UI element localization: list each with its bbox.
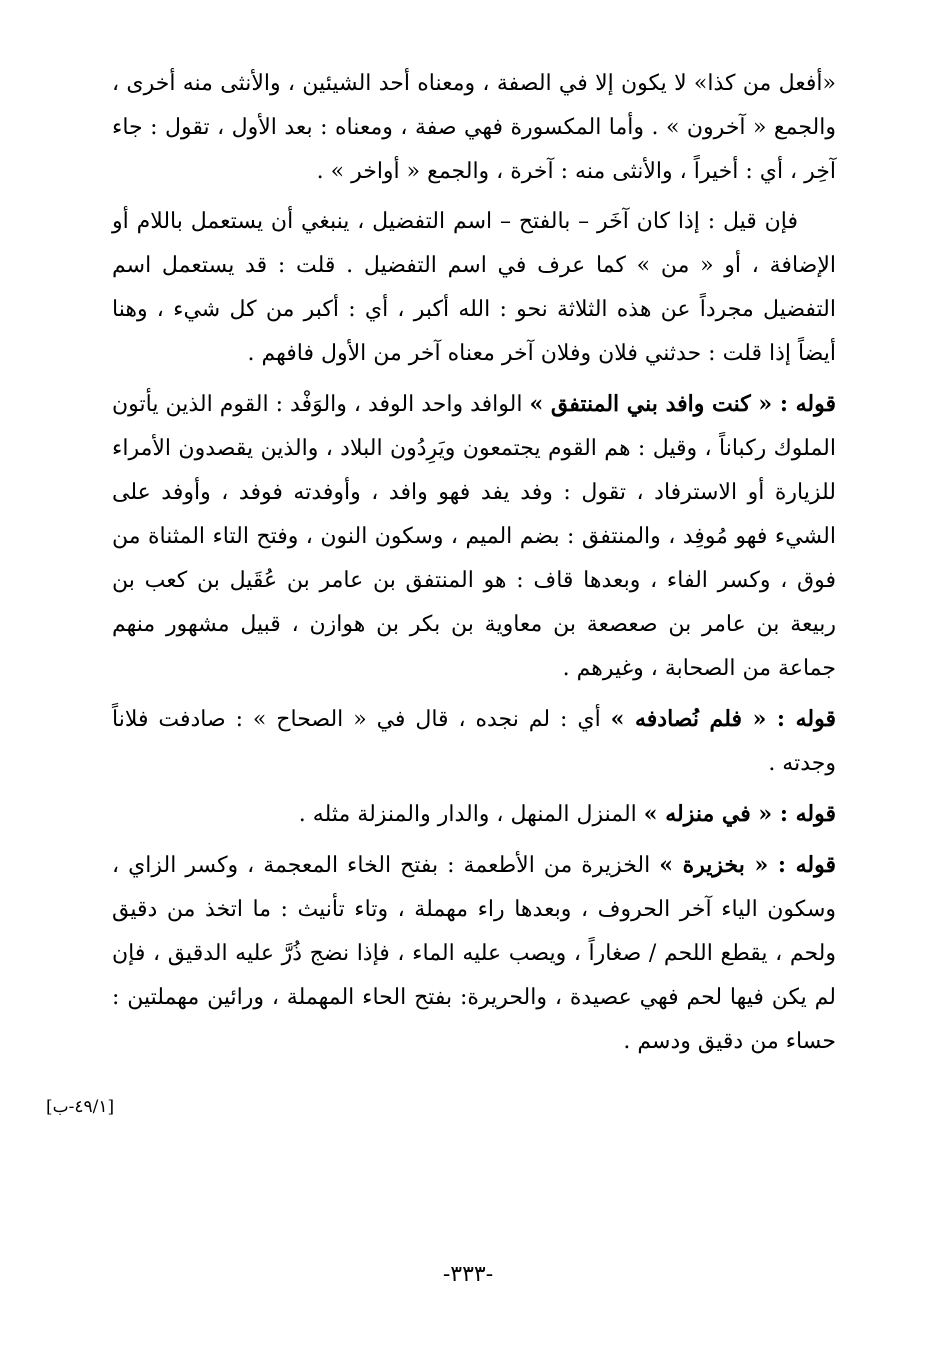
paragraph [112, 382, 836, 691]
body-text [112, 62, 836, 1070]
commentary-text: «أفعل من كذا» لا يكون إلا في الصفة ، ومعناه أحد الشيئين ، والأنثى منه أخرى ، والجمع « آخرون » . وأما المكسورة فهي صفة ، ومعناه : بعد الأول ، تقول : جاء آخِر ، أي : أخيراً ، والأنثى منه : آخرة ، والجمع « أواخر » . [112, 71, 836, 184]
commentary-text: فإن قيل : إذا كان آخَر – بالفتح – اسم التفضيل ، ينبغي أن يستعمل باللام أو الإضافة ، أو « من » كما عرف في اسم التفضيل . قلت : قد يستعمل اسم التفضيل مجرداً عن هذه الثلاثة نحو : الله أكبر ، أي : أكبر من كل شيء ، وهنا أيضاً إذا قلت : حدثني فلان وفلان آخر معناه آخر من الأول فافهم . [112, 209, 836, 366]
paragraph [112, 62, 836, 194]
quoted-lemma: قوله : « فلم نُصادفه » [610, 706, 836, 732]
quoted-lemma: قوله : « كنت وافد بني المنتفق » [529, 391, 836, 417]
paragraph [112, 843, 836, 1064]
paragraph [112, 697, 836, 786]
quoted-lemma: قوله : « في منزله » [643, 801, 836, 827]
marginal-folio-note: [٤٩/١-ب] [46, 1097, 115, 1117]
commentary-text: الخزيرة من الأطعمة : بفتح الخاء المعجمة ، وكسر الزاي ، وسكون الياء آخر الحروف ، وبعدها راء مهملة ، وتاء تأنيث : ما اتخذ من دقيق ولحم ، يقطع اللحم / صغاراً ، ويصب عليه الماء ، فإذا نضج ذُرَّ عليه الدقيق ، فإن لم يكن فيها لحم فهي عصيدة ، والحريرة: بفتح الحاء المهملة ، ورائين مهملتين : حساء من دقيق ودسم . [112, 853, 836, 1054]
paragraph [112, 792, 836, 837]
commentary-text: أي : لم نجده ، قال في « الصحاح » : صادفت فلاناً وجدته . [112, 707, 836, 776]
paragraph [112, 200, 836, 376]
commentary-text: المنزل المنهل ، والدار والمنزلة مثله . [298, 802, 644, 827]
commentary-text: الوافد واحد الوفد ، والوَفْد : القوم الذين يأتون الملوك ركباناً ، وقيل : هم القوم يجتمعون ويَرِدُون البلاد ، والذين يقصدون الأمراء للزيارة أو الاسترفاد ، تقول : وفد يفد فهو وافد ، وأوفدته فوفد ، وأوفد على الشيء فهو مُوفِد ، والمنتفق : بضم الميم ، وسكون النون ، وفتح التاء المثناة من فوق ، وكسر الفاء ، وبعدها قاف : هو المنتفق بن عامر بن عُقَيل بن كعب بن ربيعة بن عامر بن صعصعة بن معاوية بن بكر بن هوازن ، قبيل مشهور منهم جماعة من الصحابة ، وغيرهم . [112, 392, 836, 681]
quoted-lemma: قوله : « بخزيرة » [659, 852, 836, 878]
page-number: -٣٣٣- [442, 1262, 494, 1287]
